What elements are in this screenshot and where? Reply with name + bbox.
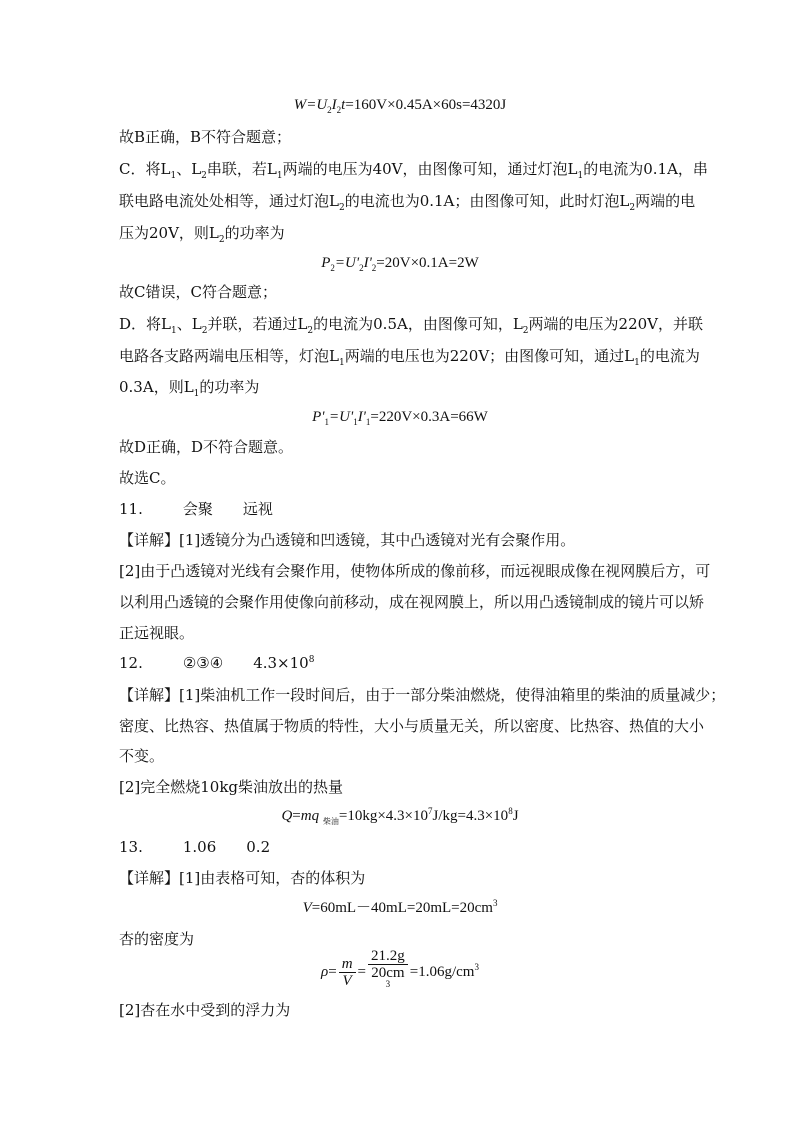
text-line: 联电路电流处处相等，通过灯泡$L_2$的电流也为0.1A；由图像可知，此时灯泡$L_2$两端的电 bbox=[119, 192, 696, 213]
question-13-answer: 13. 1.06 0.2 bbox=[119, 838, 271, 856]
text-line: 故B正确，B不符合题意； bbox=[119, 128, 292, 146]
formula-heat: Q=mq $_{柴油}=10kg\times 4.3\times 10^7J/kg=4.3\times 10^8J$ bbox=[281, 806, 519, 826]
formula-work: $W=U_2I_2t=160V\times 0.45A\times 60s=4320J$ bbox=[293, 97, 507, 115]
text-line: 以利用凸透镜的会聚作用使像向前移动，成在视网膜上，所以用凸透镜制成的镜片可以矫 bbox=[119, 593, 705, 611]
text-line: D．将$L_1$、$L_2$并联，若通过$L_2$的电流为0.5A，由图像可知，$L_2$两端的电压为220V，并联 bbox=[119, 315, 703, 336]
text-line: [2]完全燃烧10kg柴油放出的热量 bbox=[119, 778, 344, 796]
formula-power-l2: $P_2=U'_2I'_2=20V\times 0.1A=2W$ bbox=[321, 255, 479, 273]
text-line: 【详解】[1]柴油机工作一段时间后，由于一部分柴油燃烧，使得油箱里的柴油的质量减少； bbox=[119, 686, 726, 704]
text-line: 电路各支路两端电压相等，灯泡$L_1$两端的电压也为220V；由图像可知，通过$L_1$的电流为 bbox=[119, 347, 700, 368]
text-line: C．将$L_1$、$L_2$串联，若$L_1$两端的电压为40V，由图像可知，通过灯泡$L_1$的电流为0.1A，串 bbox=[119, 160, 708, 181]
text-line: 【详解】[1]由表格可知，杏的体积为 bbox=[119, 869, 366, 887]
fraction-m-over-v: $\frac{m}{V}$ bbox=[339, 956, 356, 989]
text-line: 正远视眼。 bbox=[119, 624, 195, 642]
fraction-values: 21.2g 20cm $^3$ bbox=[368, 948, 408, 997]
text-line: 故C错误，C符合题意； bbox=[119, 283, 277, 301]
text-line: 不变。 bbox=[119, 747, 165, 765]
text-line: 0.3A，则$L_1$的功率为 bbox=[119, 378, 260, 399]
text-line: 杏的密度为 bbox=[119, 930, 195, 948]
text-line: 压为20V，则$L_2$的功率为 bbox=[119, 224, 285, 245]
text-line: 故选C。 bbox=[119, 469, 176, 487]
text-line: [2]杏在水中受到的浮力为 bbox=[119, 1001, 291, 1019]
text-line: 【详解】[1]透镜分为凸透镜和凹透镜，其中凸透镜对光有会聚作用。 bbox=[119, 531, 576, 549]
text-line: 密度、比热容、热值属于物质的特性，大小与质量无关，所以密度、比热容、热值的大小 bbox=[119, 717, 705, 735]
formula-power-l1: $P'_1=U'_1I'_1=220V\times 0.3A=66W$ bbox=[312, 409, 488, 427]
text-line: [2]由于凸透镜对光线有会聚作用，使物体所成的像前移，而远视眼成像在视网膜后方，可 bbox=[119, 562, 711, 580]
question-11-answer: 11. 会聚 远视 bbox=[119, 500, 273, 518]
text-line: 故D正确，D不符合题意。 bbox=[119, 438, 294, 456]
question-12-answer: 12. ②③④ $4.3\times 10^8$ bbox=[119, 654, 315, 672]
formula-density: ρ= $\frac{m}{V}$ = 21.2g 20cm $^3$ $=1.06g/cm^3$ bbox=[0, 948, 800, 997]
formula-volume: $V=60mL-40mL=20mL=20cm^3$ bbox=[302, 898, 498, 916]
